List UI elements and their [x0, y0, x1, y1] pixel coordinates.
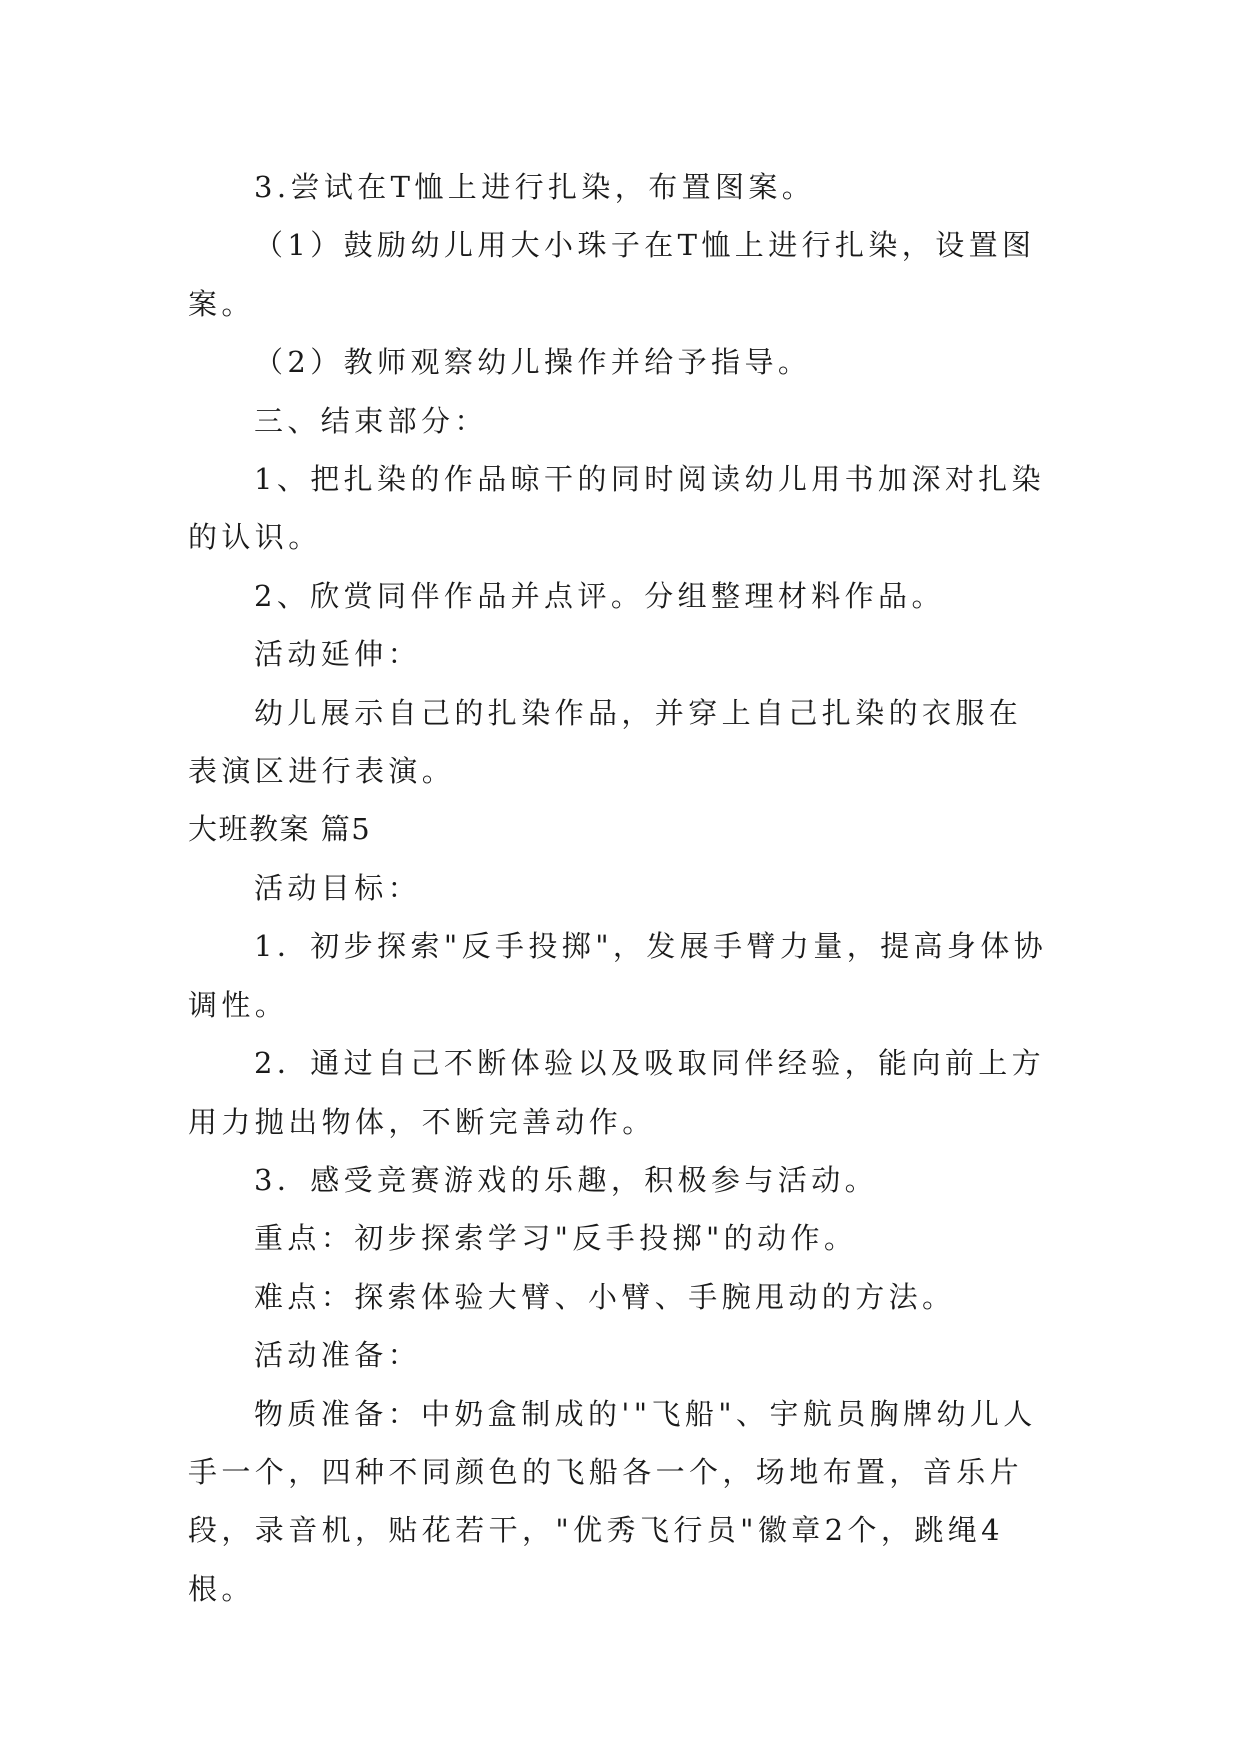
paragraph: 幼儿展示自己的扎染作品，并穿上自己扎染的衣服在表演区进行表演。 [188, 695, 1023, 789]
paragraph: 活动目标： [254, 870, 422, 905]
paragraph: 物质准备：中奶盒制成的'"飞船"、宇航员胸牌幼儿人手一个，四种不同颜色的飞船各一个，场地布置，音乐片段，录音机，贴花若干，"优秀飞行员"徽章2个，跳绳4根。 [188, 1396, 1037, 1606]
paragraph: 2、欣赏同伴作品并点评。分组整理材料作品。 [254, 578, 945, 613]
paragraph: 重点：初步探索学习"反手投掷"的动作。 [254, 1221, 858, 1256]
paragraph: 3.尝试在T恤上进行扎染，布置图案。 [254, 170, 816, 204]
paragraph: 难点：探索体验大臂、小臂、手腕甩动的方法。 [254, 1279, 956, 1314]
paragraph: 三、结束部分： [254, 403, 488, 438]
paragraph: （2）教师观察幼儿操作并给予指导。 [254, 345, 812, 380]
paragraph: 活动准备： [254, 1338, 422, 1373]
paragraph: 2．通过自己不断体验以及吸取同伴经验，能向前上方用力抛出物体，不断完善动作。 [188, 1046, 1046, 1139]
paragraph: 1．初步探索"反手投掷"，发展手臂力量，提高身体协调性。 [188, 929, 1048, 1022]
paragraph: 1、把扎染的作品晾干的同时阅读幼儿用书加深对扎染的认识。 [188, 462, 1046, 555]
document-body [188, 158, 1052, 1618]
section-heading: 大班教案 篇5 [188, 812, 372, 847]
paragraph: （1）鼓励幼儿用大小珠子在T恤上进行扎染，设置图案。 [188, 228, 1036, 321]
paragraph: 活动延伸： [254, 637, 422, 672]
paragraph: 3．感受竞赛游戏的乐趣，积极参与活动。 [254, 1162, 879, 1197]
